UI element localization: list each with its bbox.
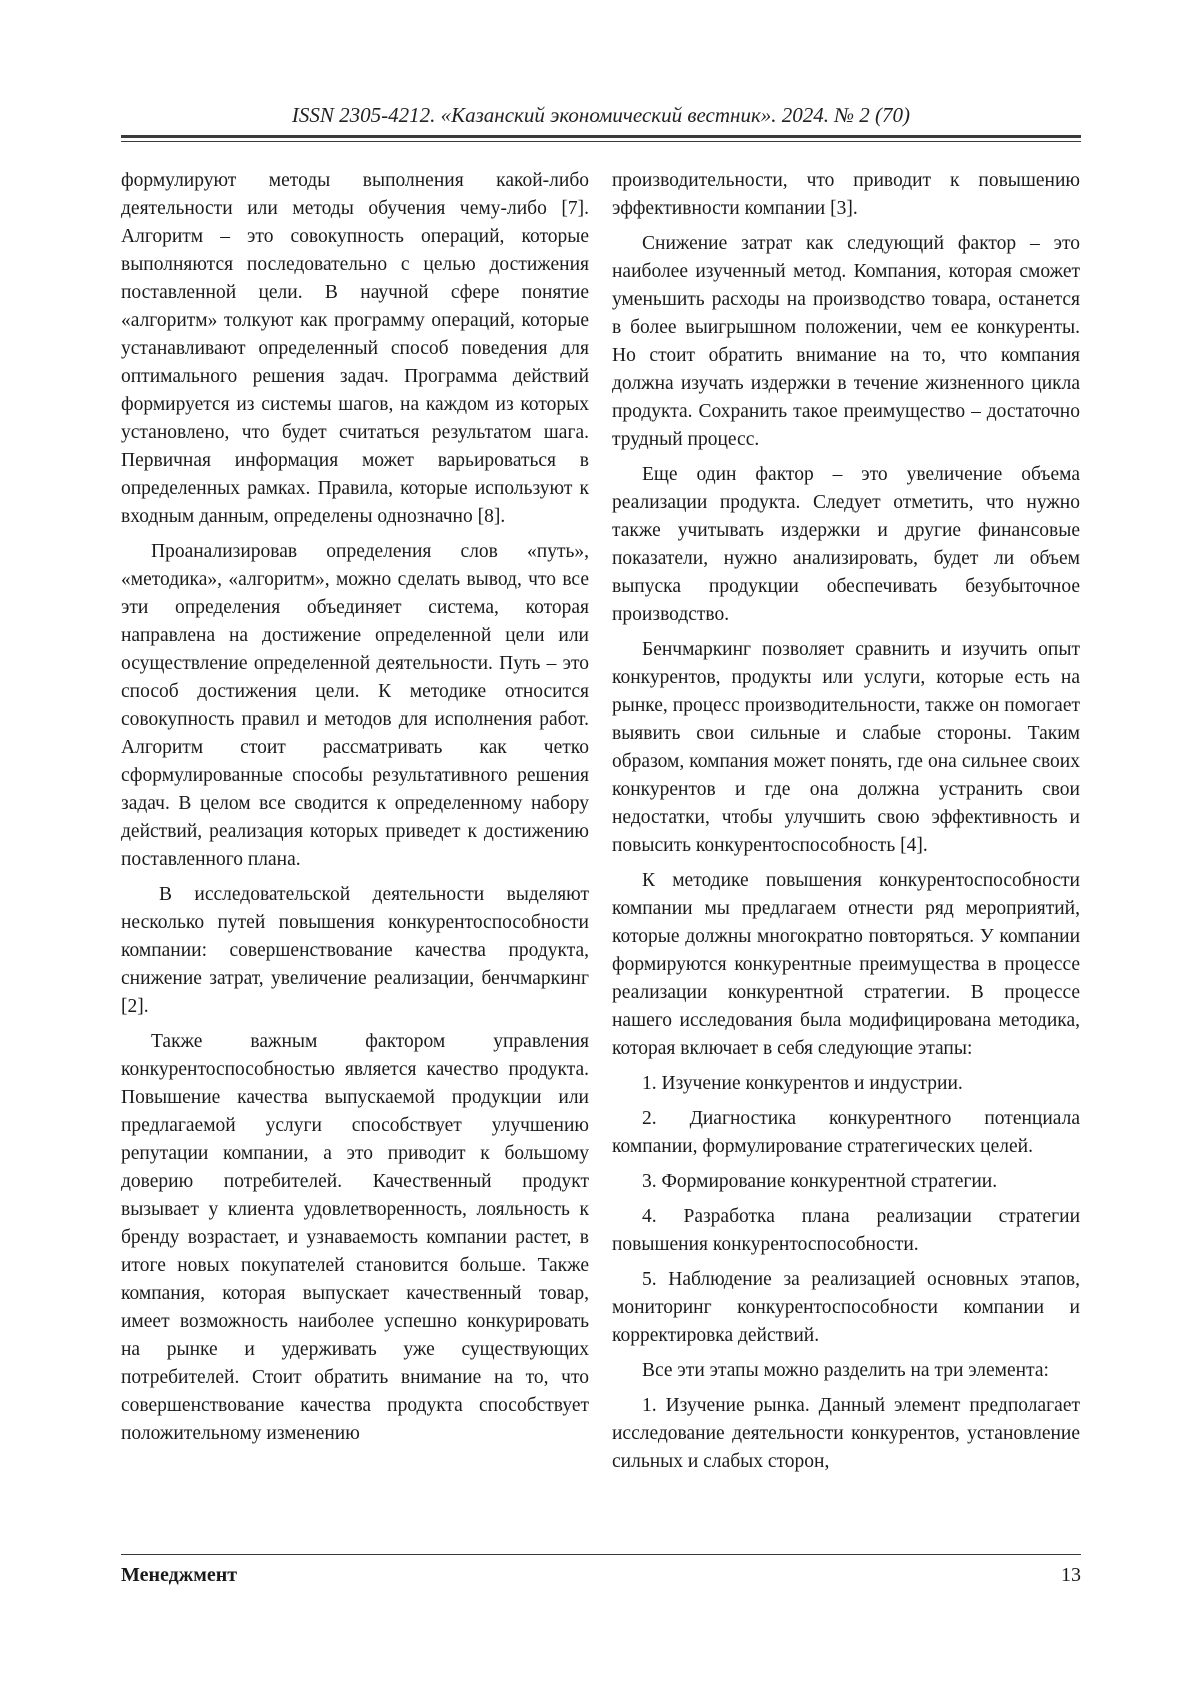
paragraph: В исследовательской деятельности выделяют несколько путей повышения конкурентоспособности компании: совершенствование качества продукта, снижение затрат, увеличение реализации, бенчмаркинг [2].: [121, 884, 589, 1017]
paragraph: Бенчмаркинг позволяет сравнить и изучить опыт конкурентов, продукты или услуги, которые есть на рынке, процесс производительности, также он помогает выявить свои сильные и слабые стороны. Таким образом, компания может понять, где она сильнее своих конкурентов и где она должна устранить свои недостатки, чтобы улучшить свою эффективность и повысить конкурентоспособность [4].: [612, 639, 1080, 856]
list-item: 2. Диагностика конкурентного потенциала компании, формулирование стратегических целей.: [612, 1108, 1080, 1157]
paragraph: формулируют методы выполнения какой-либо деятельности или методы обучения чему-либо [7]. Алгоритм – это совокупность операций, которые выполняются последовательно с целью достижения поставленной цели. В научной сфере понятие «алгоритм» толкуют как программу операций, которые устанавливают определенный способ поведения для оптимального решения задач. Программа действий формируется из системы шагов, на каждом из которых установлено, что будет считаться результатом шага. Первичная информация может варьироваться в определенных рамках. Правила, которые используют к входным данным, определены однозначно [8].: [121, 170, 589, 527]
page-number: 13: [1061, 1564, 1081, 1586]
list-item: 1. Изучение рынка. Данный элемент предполагает исследование деятельности конкурентов, установление сильных и слабых сторон,: [612, 1395, 1080, 1472]
paragraph: Также важным фактором управления конкурентоспособностью является качество продукта. Повышение качества выпускаемой продукции или предлагаемой услуги способствует улучшению репутации компании, а это приводит к большому доверию потребителей. Качественный продукт вызывает у клиента удовлетворенность, лояльность к бренду возрастает, и узнаваемость компании растет, в итоге новых покупателей становится больше. Также компания, которая выпускает качественный товар, имеет возможность наиболее успешно конкурировать на рынке и удерживать уже существующих потребителей. Стоит обратить внимание на то, что совершенствование качества продукта способствует положительному изменению: [121, 1031, 589, 1444]
paragraph: Все эти этапы можно разделить на три элемента:: [642, 1360, 1049, 1381]
right-column: [612, 167, 1080, 1483]
paragraph: Проанализировав определения слов «путь», «методика», «алгоритм», можно сделать вывод, что все эти определения объединяет система, которая направлена на достижение определенной цели или осуществление определенной деятельности. Путь – это способ достижения цели. К методике относится совокупность правил и методов для исполнения работ. Алгоритм стоит рассматривать как четко сформулированные способы результативного решения задач. В целом все сводится к определенному набору действий, реализация которых приведет к достижению поставленного плана.: [121, 541, 589, 870]
journal-header: ISSN 2305-4212. «Казанский экономический вестник». 2024. № 2 (70): [291, 103, 911, 127]
footer-section-title: Менеджмент: [121, 1564, 238, 1586]
paragraph: производительности, что приводит к повышению эффективности компании [3].: [612, 170, 1080, 219]
header-rule-thick: [121, 135, 1081, 138]
list-item: 4. Разработка плана реализации стратегии повышения конкурентоспособности.: [612, 1206, 1080, 1255]
list-item: 1. Изучение конкурентов и индустрии.: [642, 1073, 963, 1094]
footer-rule: [121, 1554, 1081, 1555]
header-rule-thin: [121, 141, 1081, 142]
list-item: 5. Наблюдение за реализацией основных этапов, мониторинг конкурентоспособности компании и корректировка действий.: [612, 1269, 1080, 1346]
paragraph: Еще один фактор – это увеличение объема реализации продукта. Следует отметить, что нужно также учитывать издержки и другие финансовые показатели, нужно анализировать, будет ли объем выпуска продукции обеспечивать безубыточное производство.: [612, 464, 1080, 625]
list-item: 3. Формирование конкурентной стратегии.: [642, 1171, 998, 1192]
left-column: [121, 167, 589, 1455]
paragraph: К методике повышения конкурентоспособности компании мы предлагаем отнести ряд мероприятий, которые должны многократно повторяться. У компании формируются конкурентные преимущества в процессе реализации конкурентной стратегии. В процессе нашего исследования была модифицирована методика, которая включает в себя следующие этапы:: [612, 870, 1080, 1059]
paragraph: Снижение затрат как следующий фактор – это наиболее изученный метод. Компания, которая сможет уменьшить расходы на производство товара, останется в более выигрышном положении, чем ее конкуренты. Но стоит обратить внимание на то, что компания должна изучать издержки в течение жизненного цикла продукта. Сохранить такое преимущество – достаточно трудный процесс.: [612, 233, 1080, 450]
